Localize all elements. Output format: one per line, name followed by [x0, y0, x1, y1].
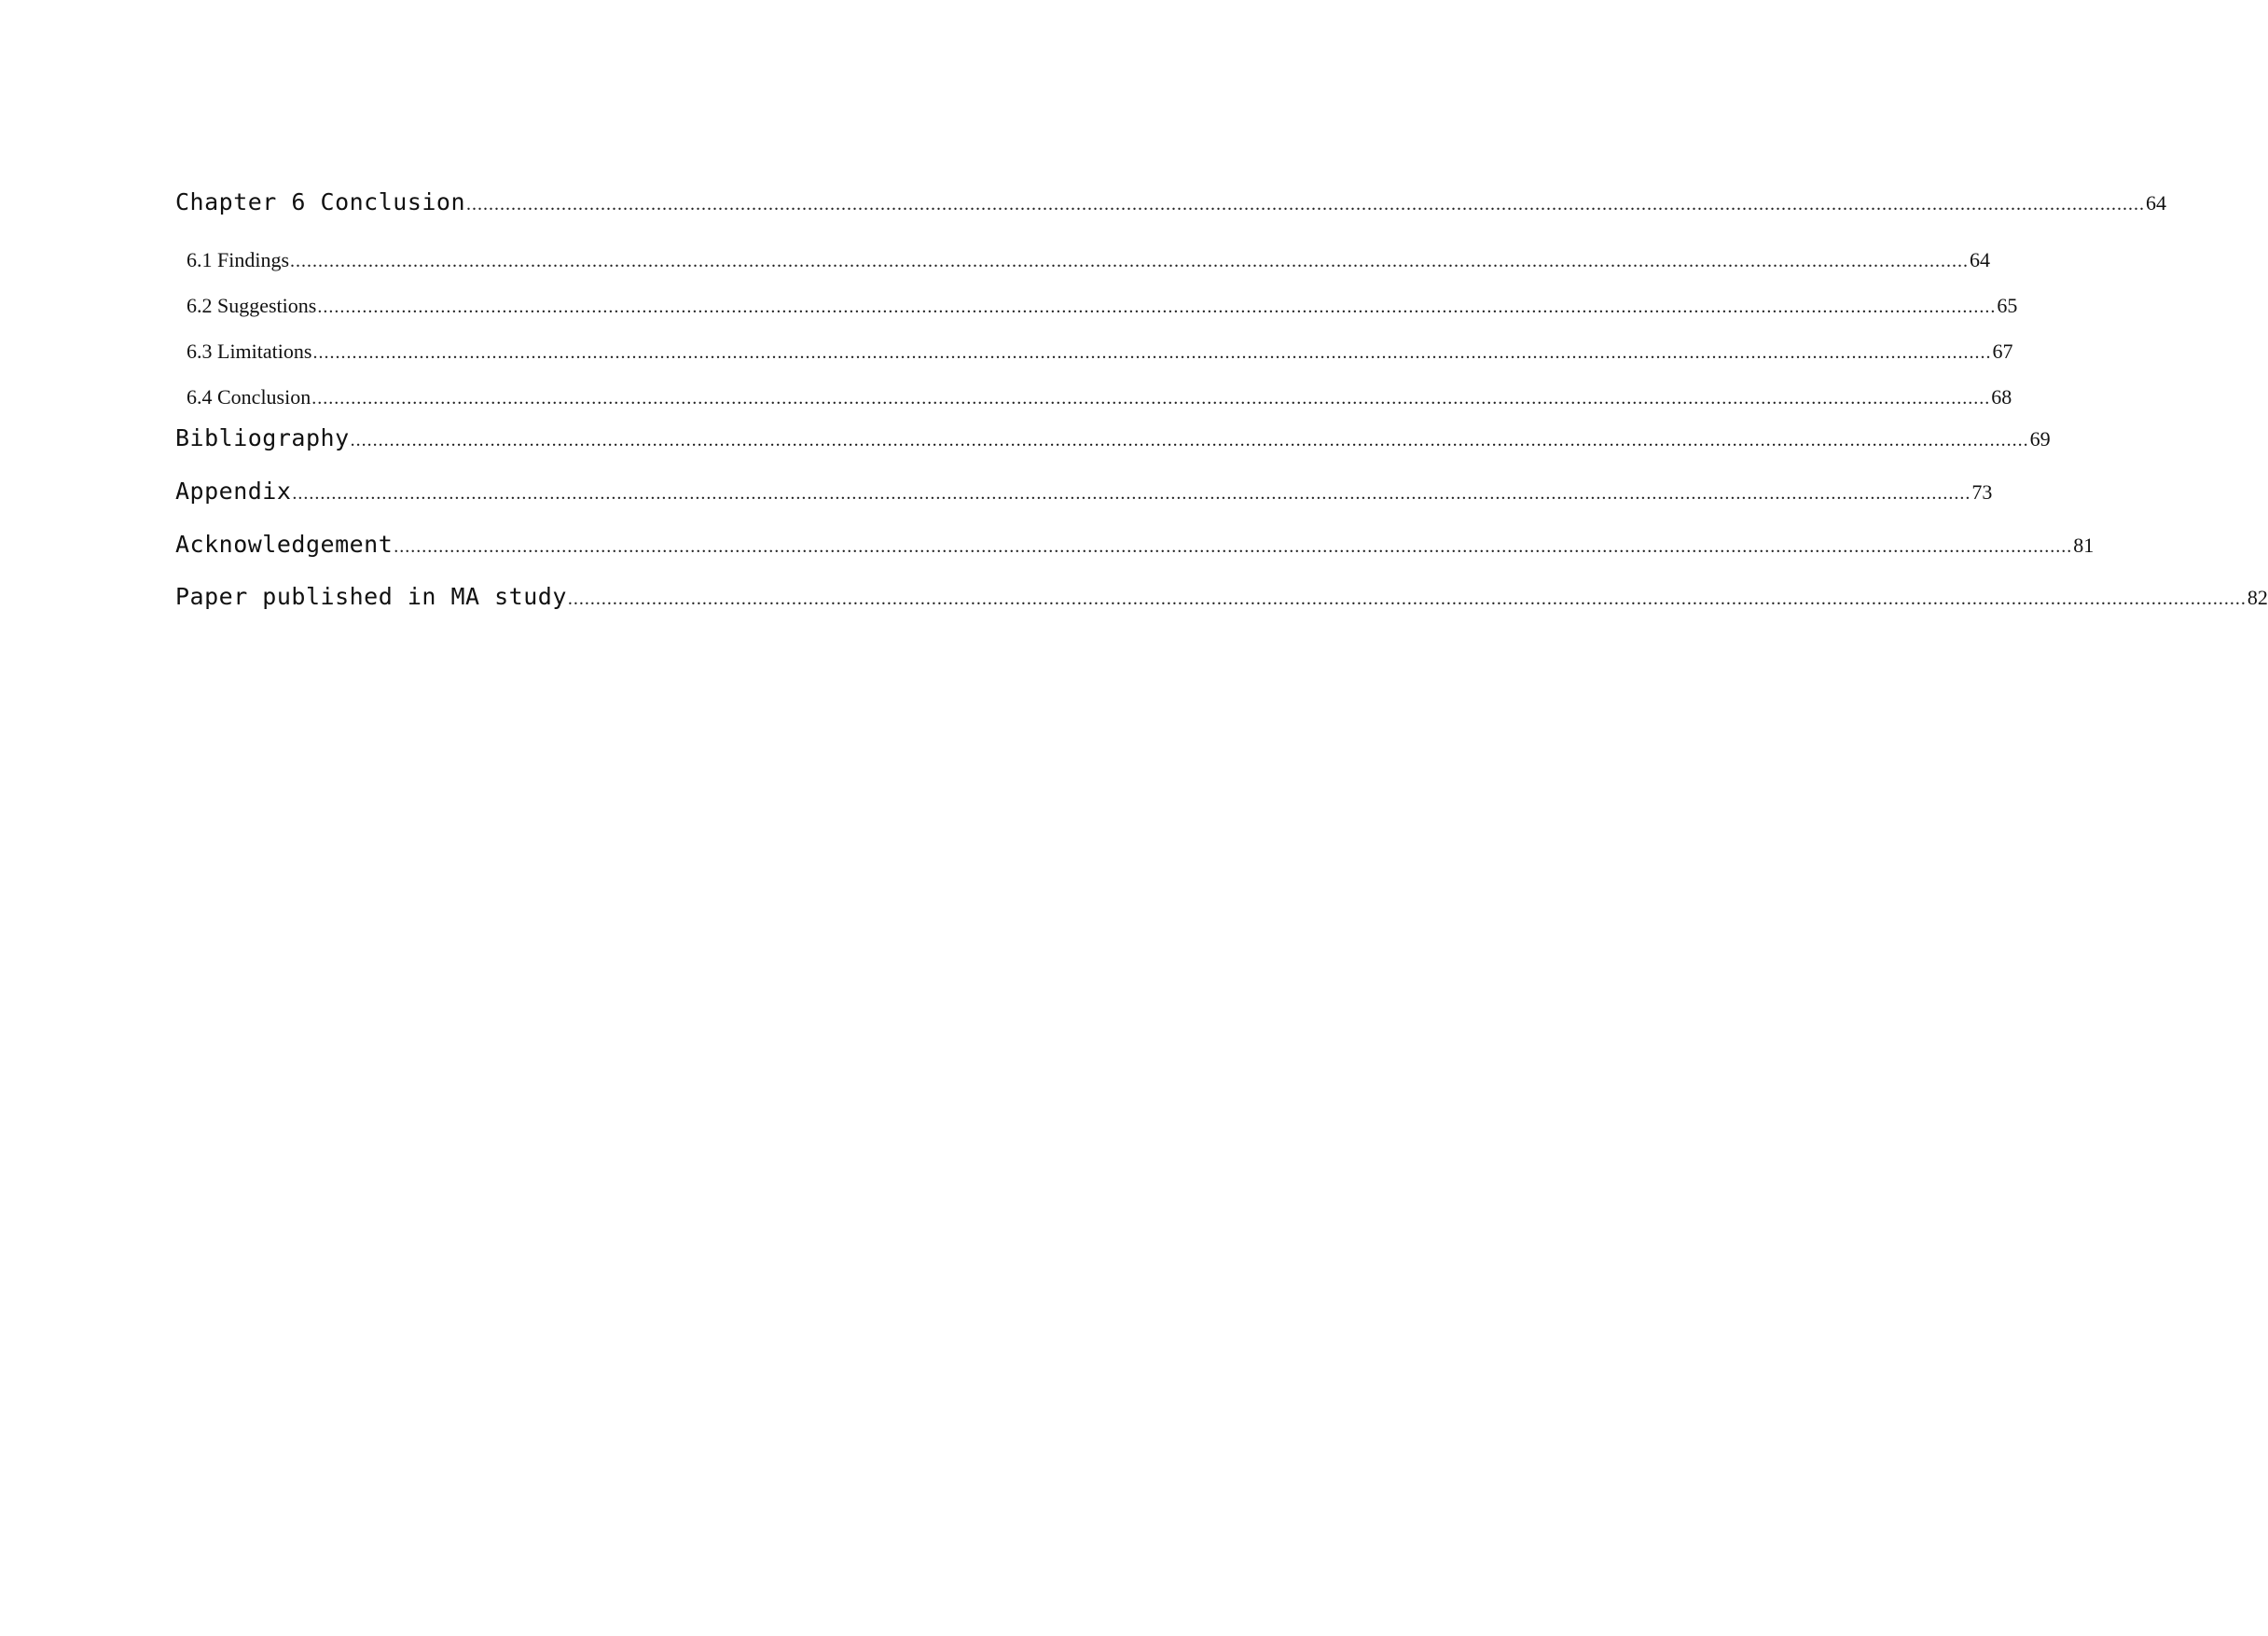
toc-entry-6-2[interactable] — [187, 294, 2018, 318]
toc-entry-acknowledgement[interactable] — [175, 531, 2095, 558]
toc-entry-page: 73 — [1971, 480, 1993, 504]
toc-entry-appendix[interactable] — [175, 478, 1993, 505]
toc-entry-label: 6.3 Limitations — [187, 340, 312, 363]
toc-entry-paper-published[interactable] — [175, 583, 2268, 610]
dot-leader: ............................................................................................................................................................................................................................................................................................................ — [350, 430, 2029, 451]
toc-entry-bibliography[interactable] — [175, 424, 2051, 451]
toc-entry-page: 69 — [2029, 427, 2051, 451]
toc-entry-label: Appendix — [175, 478, 292, 505]
dot-leader: ............................................................................................................................................................................................................................................................................................................ — [290, 251, 1970, 271]
toc-entry-6-4[interactable] — [187, 385, 2012, 409]
toc-entry-page: 82 — [2247, 586, 2268, 609]
toc-entry-chapter-6[interactable] — [175, 188, 2167, 215]
toc-entry-label: Paper published in MA study — [175, 583, 567, 610]
toc-entry-6-1[interactable] — [187, 248, 1991, 272]
toc-entry-label: 6.1 Findings — [187, 248, 290, 271]
dot-leader: ............................................................................................................................................................................................................................................................................................................ — [567, 589, 2247, 609]
dot-leader: ............................................................................................................................................................................................................................................................................................................ — [312, 342, 1992, 363]
toc-entry-label: Bibliography — [175, 424, 350, 451]
toc-entry-page: 65 — [1997, 294, 2018, 317]
toc-entry-6-3[interactable] — [187, 340, 2013, 364]
toc-entry-label: 6.2 Suggestions — [187, 294, 317, 317]
toc-entry-label: Chapter 6 Conclusion — [175, 188, 466, 215]
toc-entry-label: Acknowledgement — [175, 531, 394, 558]
toc-entry-page: 67 — [1992, 340, 2013, 363]
dot-leader: ............................................................................................................................................................................................................................................................................................................ — [292, 483, 1971, 504]
dot-leader: ............................................................................................................................................................................................................................................................................................................ — [394, 536, 2073, 557]
toc-entry-page: 64 — [2146, 191, 2167, 215]
toc-entry-page: 68 — [1991, 385, 2012, 409]
toc-entry-page: 81 — [2073, 534, 2095, 557]
dot-leader: ............................................................................................................................................................................................................................................................................................................ — [466, 194, 2146, 215]
toc-entry-label: 6.4 Conclusion — [187, 385, 311, 409]
toc-entry-page: 64 — [1970, 248, 1991, 271]
dot-leader: ............................................................................................................................................................................................................................................................................................................ — [317, 297, 1997, 317]
dot-leader: ............................................................................................................................................................................................................................................................................................................ — [311, 388, 1991, 409]
